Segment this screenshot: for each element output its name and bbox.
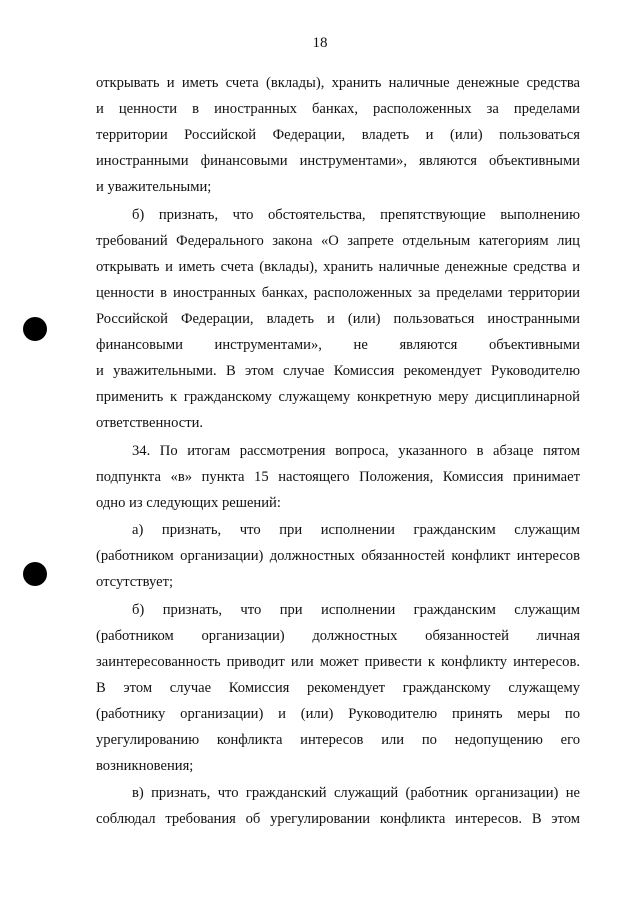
text-line: отсутствует;: [96, 574, 174, 590]
text-line: (работником организации) должностных обязанностей личная: [96, 628, 580, 644]
text-line: иностранными финансовыми инструментами», являются объективными: [96, 153, 580, 169]
text-line: заинтересованность приводит или может привести к конфликту интересов.: [96, 654, 580, 670]
text-line: требований Федерального закона «О запрете отдельным категориям лиц: [96, 233, 580, 249]
text-line: финансовыми инструментами», не являются объективными: [96, 337, 580, 353]
text-line: территории Российской Федерации, владеть и (или) пользоваться: [96, 127, 580, 143]
text-line: урегулированию конфликта интересов или по недопущению его: [96, 732, 580, 748]
page-number: 18: [312, 35, 328, 51]
text-line: а) признать, что при исполнении гражданским служащим: [132, 522, 580, 538]
text-line: открывать и иметь счета (вклады), хранить наличные денежные средства и: [96, 259, 580, 275]
text-line: возникновения;: [96, 758, 194, 774]
text-line: одно из следующих решений:: [96, 495, 281, 511]
text-line: б) признать, что обстоятельства, препятствующие выполнению: [132, 207, 580, 223]
text-line: Российской Федерации, владеть и (или) пользоваться иностранными: [96, 311, 580, 327]
text-line: соблюдал требования об урегулировании конфликта интересов. В этом: [96, 811, 580, 827]
text-line: ценности в иностранных банках, расположенных за пределами территории: [96, 285, 580, 301]
text-line: и уважительными. В этом случае Комиссия рекомендует Руководителю: [96, 363, 580, 379]
text-line: 34. По итогам рассмотрения вопроса, указанного в абзаце пятом: [132, 443, 580, 459]
text-line: ответственности.: [96, 415, 204, 431]
text-line: В этом случае Комиссия рекомендует гражданскому служащему: [96, 680, 580, 696]
text-line: б) признать, что при исполнении гражданским служащим: [132, 602, 580, 618]
text-line: подпункта «в» пункта 15 настоящего Положения, Комиссия принимает: [96, 469, 580, 485]
text-line: (работнику организации) и (или) Руководителю принять меры по: [96, 706, 580, 722]
text-line: применить к гражданскому служащему конкретную меру дисциплинарной: [96, 389, 580, 405]
text-line: открывать и иметь счета (вклады), хранить наличные денежные средства: [96, 75, 580, 91]
text-line: и ценности в иностранных банках, расположенных за пределами: [96, 101, 580, 117]
text-line: и уважительными;: [96, 179, 212, 195]
text-line: (работником организации) должностных обязанностей конфликт интересов: [96, 548, 580, 564]
text-line: в) признать, что гражданский служащий (работник организации) не: [132, 785, 580, 801]
punch-hole-lower: [23, 562, 47, 586]
punch-hole-upper: [23, 317, 47, 341]
